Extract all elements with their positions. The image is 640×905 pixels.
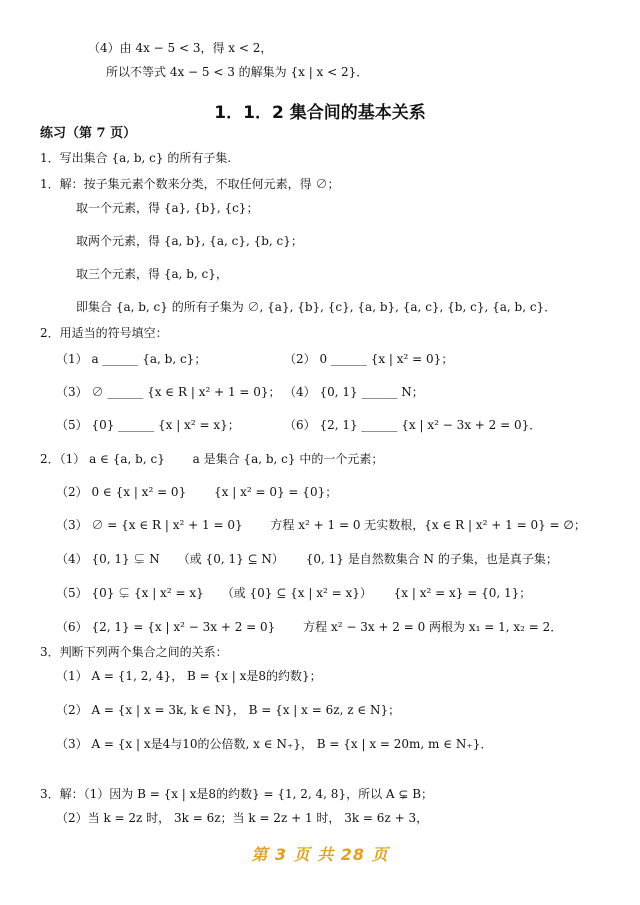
page-footer: 第 3 页 共 28 页 bbox=[251, 845, 389, 864]
answer-2-item: （5） {0} ⊊ {x | x² = x} （或 {0} ⊆ {x | x² = x}） {x | x² = x} = {0, 1}； bbox=[56, 586, 532, 600]
answer-2-item: （4） {0, 1} ⊊ N （或 {0, 1} ⊆ N） {0, 1} 是自然数集合 N 的子集，也是真子集； bbox=[56, 552, 558, 566]
answer-2-item: （2） 0 ∈ {x | x² = 0} {x | x² = 0} = {0}； bbox=[56, 485, 338, 499]
answer-3: 3．解：（1）因为 B = {x | x是8的约数} = {1, 2, 4, 8}，所以 A ⊊ B； bbox=[40, 787, 434, 801]
section-title: 1．1．2 集合间的基本关系 bbox=[214, 103, 426, 123]
question-2-item: （4） {0, 1} ______ N； bbox=[284, 385, 424, 399]
question-2-item: （5） {0} ______ {x | x² = x}； bbox=[56, 418, 240, 432]
answer-1: 1．解：按子集元素个数来分类，不取任何元素，得 ∅； bbox=[40, 177, 340, 191]
question-2-item: （6） {2, 1} ______ {x | x² − 3x + 2 = 0}． bbox=[284, 418, 542, 432]
question-2: 2．用适当的符号填空： bbox=[40, 326, 168, 340]
answer-2-item: （6） {2, 1} = {x | x² − 3x + 2 = 0} 方程 x² − 3x + 2 = 0 两根为 x₁ = 1, x₂ = 2． bbox=[56, 620, 563, 634]
answer-1-step: 取一个元素，得 {a}, {b}, {c}； bbox=[76, 201, 259, 215]
exercise-heading: 练习（第 7 页） bbox=[40, 126, 137, 141]
text-line: 所以不等式 4x − 5 < 3 的解集为 {x | x < 2}． bbox=[106, 65, 369, 79]
question-1: 1．写出集合 {a, b, c} 的所有子集. bbox=[40, 151, 232, 165]
answer-2: 2．（1） a ∈ {a, b, c} a 是集合 {a, b, c} 中的一个元素； bbox=[40, 452, 384, 466]
answer-2-item: （3） ∅ = {x ∈ R | x² + 1 = 0} 方程 x² + 1 = 0 无实数根，{x ∈ R | x² + 1 = 0} = ∅； bbox=[56, 518, 586, 532]
answer-1-step: 取三个元素，得 {a, b, c}， bbox=[76, 267, 228, 281]
question-2-item: （2） 0 ______ {x | x² = 0}； bbox=[284, 352, 454, 366]
question-3-item: （3） A = {x | x是4与10的公倍数, x ∈ N₊}， B = {x | x = 20m, m ∈ N₊}． bbox=[56, 737, 493, 751]
question-2-item: （3） ∅ ______ {x ∈ R | x² + 1 = 0}； bbox=[56, 385, 281, 399]
answer-1-step: 取两个元素，得 {a, b}, {a, c}, {b, c}； bbox=[76, 234, 303, 248]
question-3: 3．判断下列两个集合之间的关系： bbox=[40, 645, 228, 659]
question-2-item: （1） a ______ {a, b, c}； bbox=[56, 352, 207, 366]
question-3-item: （1） A = {1, 2, 4}， B = {x | x是8的约数}； bbox=[56, 669, 322, 683]
answer-3-step: （2）当 k = 2z 时， 3k = 6z；当 k = 2z + 1 时， 3k = 6z + 3， bbox=[56, 811, 429, 825]
question-3-item: （2） A = {x | x = 3k, k ∈ N}， B = {x | x = 6z, z ∈ N}； bbox=[56, 703, 401, 717]
text-line: （4）由 4x − 5 < 3，得 x < 2， bbox=[88, 41, 273, 55]
answer-1-conclusion: 即集合 {a, b, c} 的所有子集为 ∅, {a}, {b}, {c}, {a, b}, {a, c}, {b, c}, {a, b, c}． bbox=[76, 300, 557, 314]
